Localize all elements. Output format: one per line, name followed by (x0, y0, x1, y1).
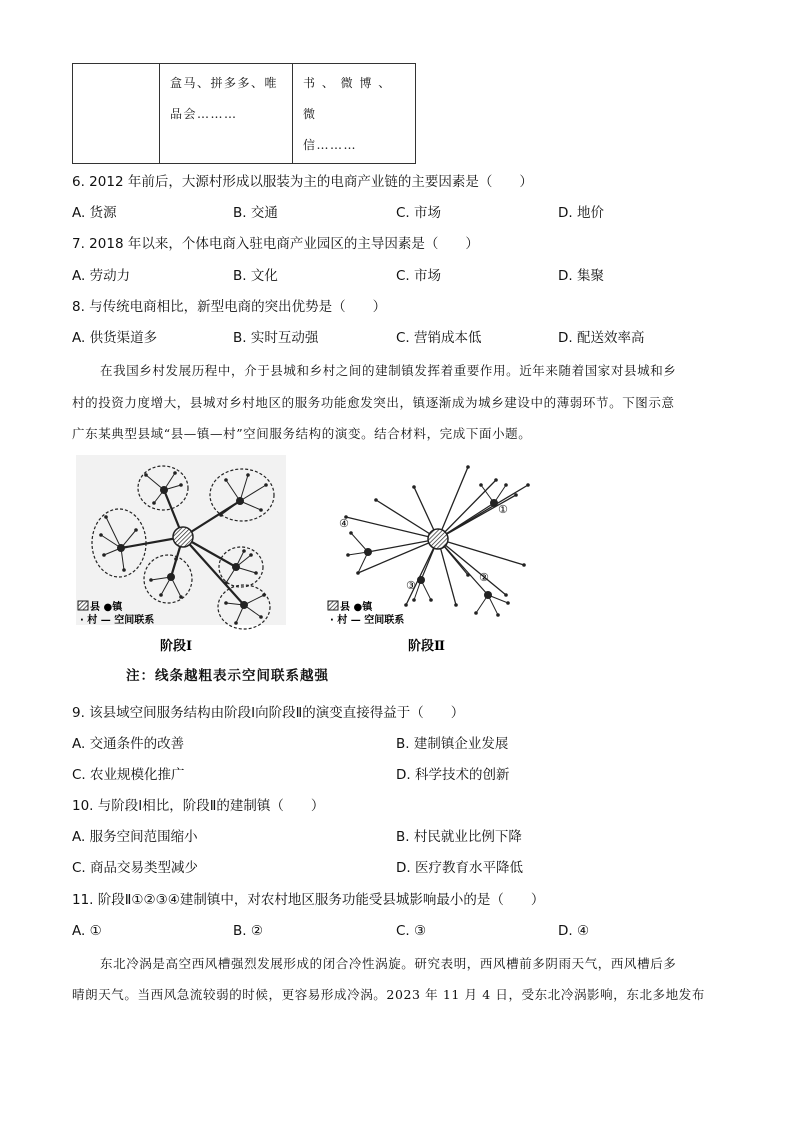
legend-line-2: · 村 — 空间联系 (80, 615, 155, 626)
q11-option-c: C. ③ (396, 923, 427, 939)
q9-option-c: C. 农业规模化推广 (72, 767, 185, 783)
q6-option-d: D. 地价 (558, 205, 604, 221)
town-node (160, 486, 168, 494)
q6-option-c: C. 市场 (396, 205, 442, 221)
town-node (167, 573, 175, 581)
q7-option-a: A. 劳动力 (72, 268, 131, 284)
table-cell-line: 书 、 微 博 、 微 (303, 76, 392, 121)
q9-option-d: D. 科学技术的创新 (396, 767, 510, 783)
q6-option-b: B. 交通 (233, 205, 278, 221)
question-9-stem: 9. 该县域空间服务结构由阶段Ⅰ向阶段Ⅱ的演变直接得益于（ ） (72, 705, 465, 721)
passage-2-line-2: 晴朗天气。当西风急流较弱的时候，更容易形成冷涡。2023 年 11 月 4 日，受东北冷涡影响，东北多地发布 (72, 987, 705, 1002)
table-cell-line: 品会……… (170, 107, 238, 121)
q7-option-d: D. 集聚 (558, 268, 604, 284)
q7-option-c: C. 市场 (396, 268, 442, 284)
town-node (240, 601, 248, 609)
q7-option-b: B. 文化 (233, 268, 278, 284)
county-node (173, 527, 193, 547)
stage-1-label: 阶段Ⅰ (160, 639, 193, 654)
town-node (232, 563, 240, 571)
spatial-structure-figure (76, 455, 546, 691)
q11-option-a: A. ① (72, 923, 102, 939)
legend-line-1: 县 ●镇 (90, 602, 123, 613)
question-11-stem: 11. 阶段Ⅱ①②③④建制镇中，对农村地区服务功能受县城影响最小的是（ ） (72, 892, 545, 908)
q10-option-d: D. 医疗教育水平降低 (396, 860, 523, 876)
stage-2-nodes (339, 465, 530, 617)
town-node (484, 591, 492, 599)
town-node (117, 544, 125, 552)
town-node (417, 576, 425, 584)
q8-option-c: C. 营销成本低 (396, 330, 482, 346)
q11-option-d: D. ④ (558, 923, 590, 939)
table-cell-social (293, 64, 416, 164)
passage-1-line-3: 广东某典型县域“县—镇—村”空间服务结构的演变。结合材料，完成下面小题。 (72, 426, 532, 441)
q9-option-a: A. 交通条件的改善 (72, 736, 185, 752)
q9-option-b: B. 建制镇企业发展 (396, 736, 509, 752)
marker-1: ① (498, 503, 508, 516)
q8-option-b: B. 实时互动强 (233, 330, 319, 346)
legend-line-2: · 村 — 空间联系 (330, 615, 405, 626)
legend-line-1: 县 ●镇 (340, 602, 373, 613)
table-cell-line: 盒马、拼多多、唯 (170, 76, 279, 90)
question-10-stem: 10. 与阶段Ⅰ相比，阶段Ⅱ的建制镇（ ） (72, 798, 325, 814)
passage-2-line-1: 东北冷涡是高空西风槽强烈发展形成的闭合冷性涡旋。研究表明，西风槽前多阴雨天气，西风槽后多 (100, 956, 677, 971)
q8-option-a: A. 供货渠道多 (72, 330, 158, 346)
q11-option-b: B. ② (233, 923, 263, 939)
question-7-stem: 7. 2018 年以来，个体电商入驻电商产业园区的主导因素是（ ） (72, 236, 479, 252)
marker-2: ② (479, 571, 489, 584)
town-node (490, 499, 498, 507)
table-cell-line: 信……… (303, 138, 358, 152)
marker-3: ③ (406, 579, 416, 592)
structure-diagram (76, 455, 546, 687)
question-8-stem: 8. 与传统电商相比，新型电商的突出优势是（ ） (72, 299, 387, 315)
q10-option-c: C. 商品交易类型减少 (72, 860, 199, 876)
town-node (364, 548, 372, 556)
q6-option-a: A. 货源 (72, 205, 117, 221)
question-6-stem: 6. 2012 年前后，大源村形成以服装为主的电商产业链的主要因素是（ ） (72, 174, 533, 190)
table-cell-platforms (160, 64, 293, 164)
passage-1-line-2: 村的投资力度增大，县城对乡村地区的服务功能愈发突出，镇逐渐成为城乡建设中的薄弱环节。下图示意 (72, 395, 675, 410)
county-node (428, 529, 448, 549)
town-node (236, 497, 244, 505)
figure-note: 注：线条越粗表示空间联系越强 (126, 668, 329, 684)
q8-option-d: D. 配送效率高 (558, 330, 645, 346)
table-empty-cell (73, 64, 160, 164)
q10-option-b: B. 村民就业比例下降 (396, 829, 522, 845)
q10-option-a: A. 服务空间范围缩小 (72, 829, 198, 845)
stage-2-label: 阶段Ⅱ (408, 639, 445, 654)
passage-1-line-1: 在我国乡村发展历程中，介于县城和乡村之间的建制镇发挥着重要作用。近年来随着国家对县城和乡 (100, 363, 677, 378)
stage-2-legend (328, 600, 404, 626)
media-table (72, 63, 416, 164)
marker-4: ④ (339, 517, 349, 530)
